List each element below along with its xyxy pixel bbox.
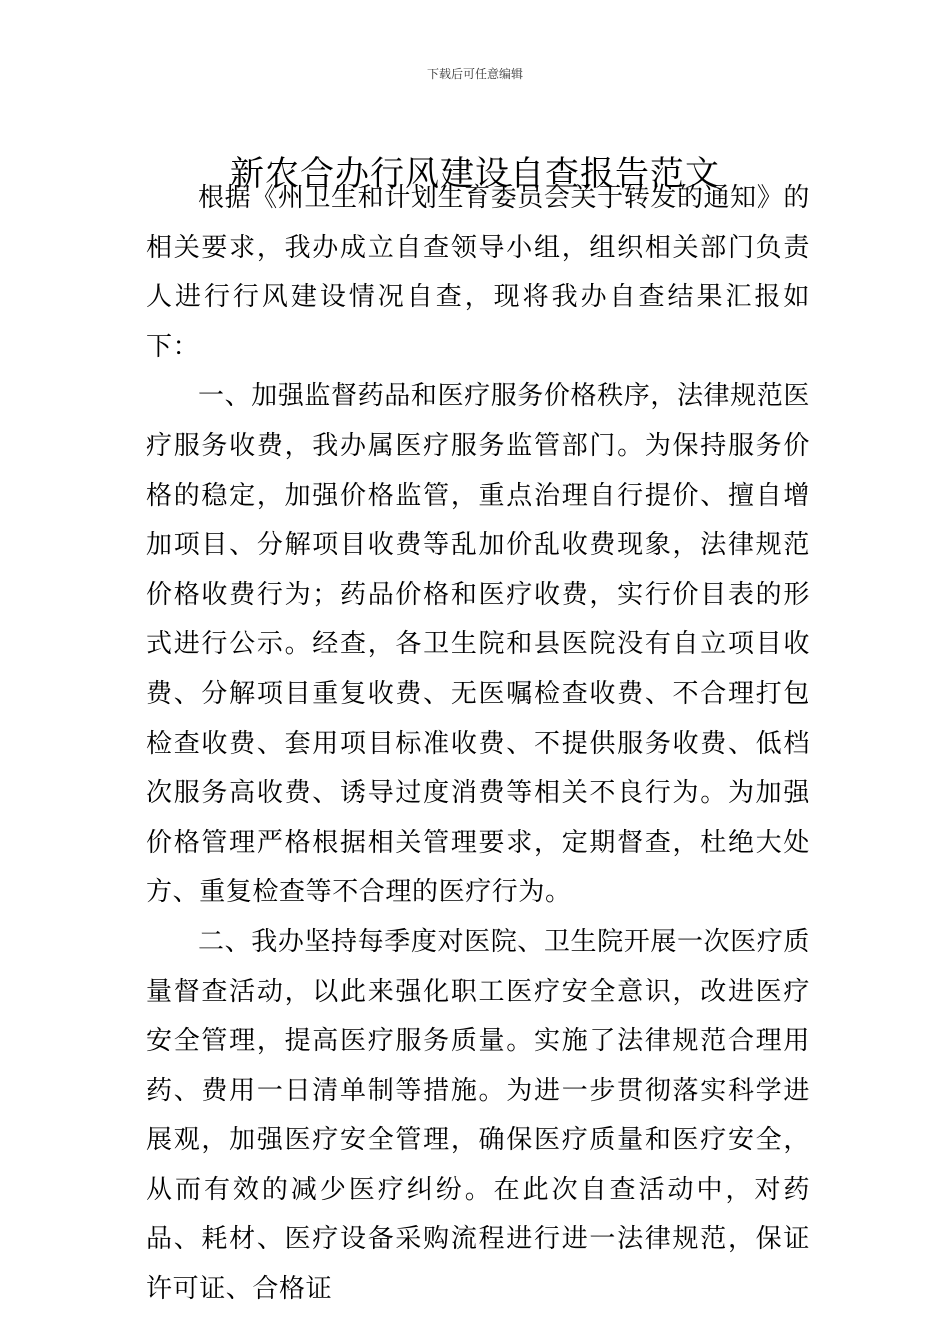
document-title: 新农合办行风建设自查报告范文 bbox=[230, 153, 720, 194]
paragraph-section-2: 二、我办坚持每季度对医院、卫生院开展一次医疗质量督查活动，以此来强化职工医疗安全意识，改进医疗安全管理，提高医疗服务质量。实施了法律规范合理用药、费用一日清单制等措施。为进一步贯彻落实科学进展观，加强医疗安全管理，确保医疗质量和医疗安全，从而有效的减少医疗纠纷。在此次自查活动中，对药品、耗材、医疗设备采购流程进行进一法律规范，保证许可证、合格证 bbox=[146, 926, 810, 1305]
document-body bbox=[146, 174, 810, 1315]
header-note: 下载后可任意编辑 bbox=[426, 67, 523, 81]
paragraph-intro: 根据《州卫生和计划生育委员会关于转发的通知》的相关要求，我办成立自查领导小组，组织相关部门负责人进行行风建设情况自查，现将我办自查结果汇报如下： bbox=[146, 183, 810, 362]
paragraph-section-1: 一、加强监督药品和医疗服务价格秩序，法律规范医疗服务收费，我办属医疗服务监管部门。为保持服务价格的稳定，加强价格监管，重点治理自行提价、擅自增加项目、分解项目收费等乱加价乱收费现象，法律规范价格收费行为；药品价格和医疗收费，实行价目表的形式进行公示。经查，各卫生院和县医院没有自立项目收费、分解项目重复收费、无医嘱检查收费、不合理打包检查收费、套用项目标准收费、不提供服务收费、低档次服务高收费、诱导过度消费等相关不良行为。为加强价格管理严格根据相关管理要求，定期督查，杜绝大处方、重复检查等不合理的医疗行为。 bbox=[146, 381, 810, 908]
